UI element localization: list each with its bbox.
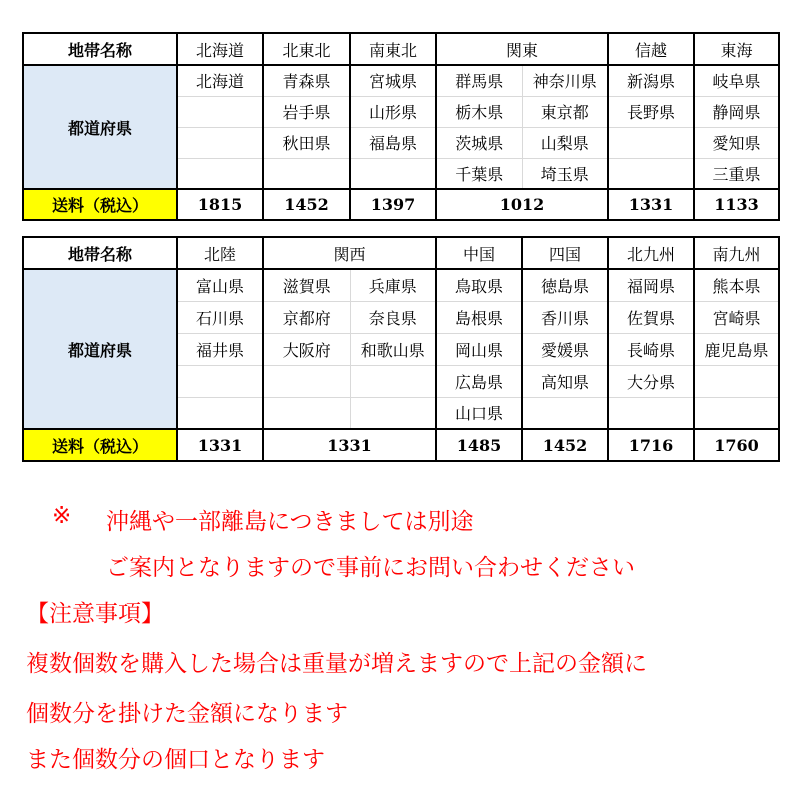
fee-shinetsu: 1331 <box>608 189 694 220</box>
pref-cell: 滋賀県 <box>263 269 350 301</box>
shipping-table-1 <box>22 32 780 221</box>
pref-cell: 三重県 <box>694 158 779 189</box>
pref-cell <box>350 158 436 189</box>
pref-cell: 秋田県 <box>263 127 350 158</box>
pref-cell: 山梨県 <box>522 127 608 158</box>
pref-cell <box>263 365 350 397</box>
pref-cell: 愛媛県 <box>522 333 608 365</box>
caution-line2: 個数分を掛けた金額になります <box>26 701 348 727</box>
pref-cell <box>694 397 779 429</box>
pref-cell: 栃木県 <box>436 96 522 127</box>
pref-cell <box>177 397 263 429</box>
pref-cell: 富山県 <box>177 269 263 301</box>
pref-cell: 広島県 <box>436 365 522 397</box>
zone-name-label: 地帯名称 <box>23 33 177 65</box>
region-shinetsu: 信越 <box>608 33 694 65</box>
pref-cell: 香川県 <box>522 301 608 333</box>
pref-cell: 島根県 <box>436 301 522 333</box>
pref-cell: 長野県 <box>608 96 694 127</box>
pref-cell <box>177 127 263 158</box>
pref-cell <box>263 397 350 429</box>
pref-cell <box>350 397 436 429</box>
pref-cell <box>177 96 263 127</box>
pref-cell <box>608 397 694 429</box>
region-minami-kyushu: 南九州 <box>694 237 779 269</box>
pref-cell: 和歌山県 <box>350 333 436 365</box>
pref-cell: 高知県 <box>522 365 608 397</box>
shipping-table-2 <box>22 236 780 462</box>
pref-cell: 奈良県 <box>350 301 436 333</box>
pref-cell: 山形県 <box>350 96 436 127</box>
pref-cell: 新潟県 <box>608 65 694 96</box>
fee-kanto: 1012 <box>436 189 608 220</box>
pref-cell: 茨城県 <box>436 127 522 158</box>
pref-cell: 青森県 <box>263 65 350 96</box>
pref-cell: 福岡県 <box>608 269 694 301</box>
region-hokuriku: 北陸 <box>177 237 263 269</box>
pref-cell <box>694 365 779 397</box>
pref-cell: 鹿児島県 <box>694 333 779 365</box>
pref-cell <box>263 158 350 189</box>
pref-cell: 福井県 <box>177 333 263 365</box>
pref-cell <box>177 365 263 397</box>
fee-minami-tohoku: 1397 <box>350 189 436 220</box>
pref-cell: 東京都 <box>522 96 608 127</box>
region-kansai: 関西 <box>263 237 436 269</box>
pref-cell: 福島県 <box>350 127 436 158</box>
pref-cell <box>608 158 694 189</box>
pref-cell: 熊本県 <box>694 269 779 301</box>
pref-cell: 静岡県 <box>694 96 779 127</box>
fee-minami-kyushu: 1760 <box>694 429 779 461</box>
region-chugoku: 中国 <box>436 237 522 269</box>
region-tokai: 東海 <box>694 33 779 65</box>
pref-cell: 千葉県 <box>436 158 522 189</box>
shipping-fee-label: 送料（税込） <box>23 429 177 461</box>
pref-cell: 宮城県 <box>350 65 436 96</box>
pref-cell: 鳥取県 <box>436 269 522 301</box>
region-kita-tohoku: 北東北 <box>263 33 350 65</box>
pref-cell: 岡山県 <box>436 333 522 365</box>
caution-title: 【注意事項】 <box>26 601 164 627</box>
pref-cell: 石川県 <box>177 301 263 333</box>
prefecture-label: 都道府県 <box>23 65 177 189</box>
pref-cell: 大分県 <box>608 365 694 397</box>
pref-cell: 徳島県 <box>522 269 608 301</box>
pref-cell: 北海道 <box>177 65 263 96</box>
fee-kita-tohoku: 1452 <box>263 189 350 220</box>
pref-cell <box>522 397 608 429</box>
pref-cell: 埼玉県 <box>522 158 608 189</box>
pref-cell: 大阪府 <box>263 333 350 365</box>
pref-cell: 岩手県 <box>263 96 350 127</box>
fee-chugoku: 1485 <box>436 429 522 461</box>
pref-cell: 愛知県 <box>694 127 779 158</box>
prefecture-label: 都道府県 <box>23 269 177 429</box>
fee-hokuriku: 1331 <box>177 429 263 461</box>
pref-cell: 岐阜県 <box>694 65 779 96</box>
pref-cell: 長崎県 <box>608 333 694 365</box>
shipping-fee-label: 送料（税込） <box>23 189 177 220</box>
region-shikoku: 四国 <box>522 237 608 269</box>
pref-cell: 兵庫県 <box>350 269 436 301</box>
okinawa-note-line1: 沖縄や一部離島につきましては別途 <box>106 509 474 535</box>
pref-cell: 京都府 <box>263 301 350 333</box>
caution-line1: 複数個数を購入した場合は重量が増えますので上記の金額に <box>26 651 647 677</box>
region-minami-tohoku: 南東北 <box>350 33 436 65</box>
fee-kansai: 1331 <box>263 429 436 461</box>
pref-cell: 宮崎県 <box>694 301 779 333</box>
pref-cell <box>350 365 436 397</box>
pref-cell <box>177 158 263 189</box>
region-hokkaido: 北海道 <box>177 33 263 65</box>
pref-cell: 佐賀県 <box>608 301 694 333</box>
fee-hokkaido: 1815 <box>177 189 263 220</box>
pref-cell: 群馬県 <box>436 65 522 96</box>
region-kita-kyushu: 北九州 <box>608 237 694 269</box>
fee-tokai: 1133 <box>694 189 779 220</box>
caution-line3: また個数分の個口となります <box>26 747 325 773</box>
pref-cell: 神奈川県 <box>522 65 608 96</box>
okinawa-note-line2: ご案内となりますので事前にお問い合わせください <box>106 555 635 581</box>
fee-shikoku: 1452 <box>522 429 608 461</box>
pref-cell: 山口県 <box>436 397 522 429</box>
region-kanto: 関東 <box>436 33 608 65</box>
pref-cell <box>608 127 694 158</box>
zone-name-label: 地帯名称 <box>23 237 177 269</box>
note-mark: ※ <box>52 503 72 529</box>
fee-kita-kyushu: 1716 <box>608 429 694 461</box>
